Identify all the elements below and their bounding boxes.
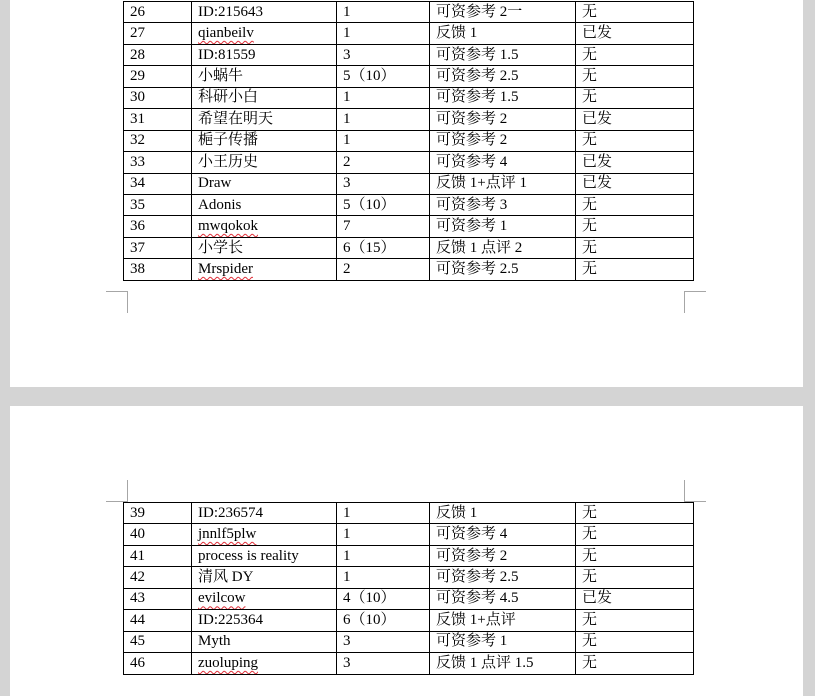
cell-count: 7 (337, 216, 430, 237)
cell-name: 希望在明天 (192, 109, 337, 130)
cell-status: 无 (576, 567, 694, 588)
cell-rating: 可资参考 2 (430, 545, 576, 566)
cell-status: 无 (576, 524, 694, 545)
cell-number: 38 (124, 259, 192, 280)
cell-status: 无 (576, 610, 694, 631)
cell-number: 33 (124, 152, 192, 173)
cell-number: 42 (124, 567, 192, 588)
table-row (124, 66, 694, 87)
cell-status: 无 (576, 216, 694, 237)
cell-name: Draw (192, 173, 337, 194)
cell-name (192, 259, 337, 280)
cell-status: 已发 (576, 109, 694, 130)
spellcheck-underline: Mrspider (198, 260, 253, 277)
cell-name (192, 216, 337, 237)
cell-name: 小学长 (192, 237, 337, 258)
cell-number: 34 (124, 173, 192, 194)
cell-rating: 反馈 1 (430, 23, 576, 44)
cell-number: 30 (124, 87, 192, 108)
spellcheck-underline: mwqokok (198, 218, 258, 235)
cell-rating: 可资参考 1 (430, 216, 576, 237)
cell-status: 无 (576, 194, 694, 215)
cell-status: 无 (576, 631, 694, 652)
cell-name: ID:81559 (192, 44, 337, 65)
cell-count: 1 (337, 109, 430, 130)
cell-name: 小蜗牛 (192, 66, 337, 87)
cell-status: 无 (576, 130, 694, 151)
cell-count: 6（10） (337, 610, 430, 631)
cell-rating: 反馈 1+点评 1 (430, 173, 576, 194)
cell-number: 26 (124, 2, 192, 23)
cell-status: 无 (576, 66, 694, 87)
table-row (124, 653, 694, 674)
cell-status: 无 (576, 87, 694, 108)
table-row (124, 610, 694, 631)
cell-status: 无 (576, 259, 694, 280)
cell-rating: 可资参考 1.5 (430, 44, 576, 65)
table-row (124, 130, 694, 151)
table-body (124, 2, 694, 281)
cell-number: 37 (124, 237, 192, 258)
table-row (124, 173, 694, 194)
cell-rating: 可资参考 4.5 (430, 588, 576, 609)
cell-name: ID:236574 (192, 503, 337, 524)
cell-number: 40 (124, 524, 192, 545)
table-row (124, 259, 694, 280)
table-row (124, 567, 694, 588)
cell-name: 梔子传播 (192, 130, 337, 151)
cell-rating: 反馈 1 点评 2 (430, 237, 576, 258)
cell-name: ID:215643 (192, 2, 337, 23)
cell-status: 已发 (576, 588, 694, 609)
records-table (123, 502, 694, 675)
cell-status: 无 (576, 545, 694, 566)
cell-name (192, 524, 337, 545)
cell-count: 1 (337, 130, 430, 151)
cell-number: 41 (124, 545, 192, 566)
cell-count: 1 (337, 87, 430, 108)
cell-count: 3 (337, 173, 430, 194)
table-row (124, 631, 694, 652)
cell-rating: 可资参考 1 (430, 631, 576, 652)
cell-status: 已发 (576, 23, 694, 44)
cell-status: 无 (576, 2, 694, 23)
cell-number: 39 (124, 503, 192, 524)
cell-name (192, 653, 337, 674)
cell-rating: 可资参考 4 (430, 524, 576, 545)
spellcheck-underline: evilcow (198, 590, 246, 607)
cell-name: 清风 DY (192, 567, 337, 588)
table-row (124, 194, 694, 215)
cell-count: 3 (337, 653, 430, 674)
spellcheck-underline: jnnlf5plw (198, 526, 257, 543)
cell-rating: 可资参考 4 (430, 152, 576, 173)
records-table (123, 1, 694, 281)
cell-count: 1 (337, 23, 430, 44)
cell-status: 已发 (576, 173, 694, 194)
cell-rating: 可资参考 2.5 (430, 259, 576, 280)
cell-status: 无 (576, 44, 694, 65)
table-row (124, 237, 694, 258)
cell-number: 27 (124, 23, 192, 44)
cell-rating: 可资参考 2.5 (430, 66, 576, 87)
cell-count: 2 (337, 152, 430, 173)
cell-count: 5（10） (337, 66, 430, 87)
crop-mark-bottom-left (106, 291, 128, 313)
crop-mark-bottom-right (684, 291, 706, 313)
table-row (124, 87, 694, 108)
cell-name: Myth (192, 631, 337, 652)
spellcheck-underline: zuoluping (198, 654, 258, 671)
table-row (124, 216, 694, 237)
cell-name: 科研小白 (192, 87, 337, 108)
table-row (124, 524, 694, 545)
cell-rating: 可资参考 3 (430, 194, 576, 215)
cell-name: process is reality (192, 545, 337, 566)
cell-number: 44 (124, 610, 192, 631)
cell-number: 46 (124, 653, 192, 674)
table-row (124, 588, 694, 609)
cell-count: 4（10） (337, 588, 430, 609)
table-body (124, 503, 694, 675)
cell-number: 35 (124, 194, 192, 215)
cell-name (192, 23, 337, 44)
cell-name: Adonis (192, 194, 337, 215)
cell-number: 32 (124, 130, 192, 151)
cell-count: 6（15） (337, 237, 430, 258)
cell-name (192, 588, 337, 609)
cell-name: 小王历史 (192, 152, 337, 173)
cell-count: 5（10） (337, 194, 430, 215)
cell-status: 无 (576, 503, 694, 524)
cell-rating: 可资参考 2一 (430, 2, 576, 23)
cell-number: 29 (124, 66, 192, 87)
cell-count: 1 (337, 503, 430, 524)
cell-count: 1 (337, 524, 430, 545)
cell-name: ID:225364 (192, 610, 337, 631)
cell-rating: 反馈 1 点评 1.5 (430, 653, 576, 674)
cell-number: 28 (124, 44, 192, 65)
cell-rating: 反馈 1 (430, 503, 576, 524)
cell-count: 1 (337, 2, 430, 23)
cell-count: 3 (337, 631, 430, 652)
table-row (124, 44, 694, 65)
cell-rating: 可资参考 2.5 (430, 567, 576, 588)
cell-rating: 反馈 1+点评 (430, 610, 576, 631)
cell-status: 无 (576, 653, 694, 674)
table-row (124, 545, 694, 566)
table-row (124, 503, 694, 524)
document-page-1 (10, 0, 803, 387)
cell-number: 45 (124, 631, 192, 652)
table-row (124, 23, 694, 44)
cell-status: 已发 (576, 152, 694, 173)
cell-count: 2 (337, 259, 430, 280)
cell-number: 43 (124, 588, 192, 609)
cell-rating: 可资参考 2 (430, 109, 576, 130)
cell-count: 3 (337, 44, 430, 65)
cell-status: 无 (576, 237, 694, 258)
table-row (124, 152, 694, 173)
spellcheck-underline: qianbeilv (198, 25, 254, 42)
cell-count: 1 (337, 567, 430, 588)
crop-mark-top-right (684, 480, 706, 502)
cell-rating: 可资参考 2 (430, 130, 576, 151)
table-row (124, 2, 694, 23)
cell-number: 36 (124, 216, 192, 237)
document-page-2 (10, 406, 803, 696)
cell-count: 1 (337, 545, 430, 566)
cell-number: 31 (124, 109, 192, 130)
table-row (124, 109, 694, 130)
crop-mark-top-left (106, 480, 128, 502)
cell-rating: 可资参考 1.5 (430, 87, 576, 108)
